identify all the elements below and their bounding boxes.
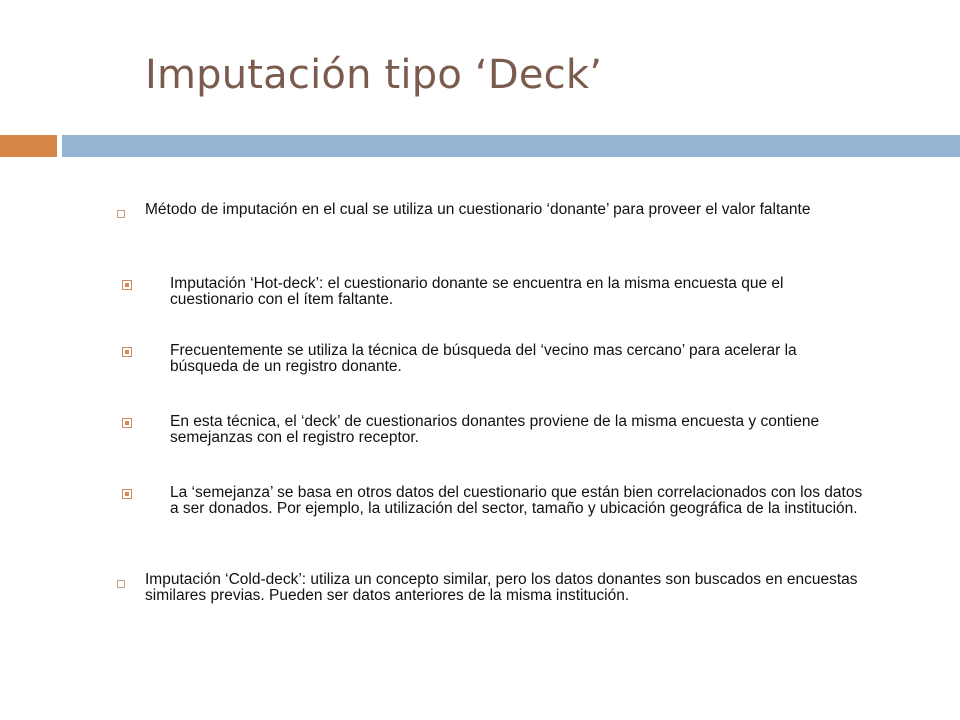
bullet-square-icon — [117, 580, 125, 588]
bullet-text: Método de imputación en el cual se utiliza un cuestionario ‘donante’ para proveer el valor faltante — [145, 201, 811, 218]
bullet-item — [145, 202, 865, 218]
bullet-filled-square-icon — [122, 280, 132, 290]
bullet-item — [170, 343, 860, 375]
bullet-text: Imputación ‘Hot-deck’: el cuestionario donante se encuentra en la misma encuesta que el cuestionario con el ítem faltante. — [170, 275, 784, 308]
slide-title: Imputación tipo ‘Deck’ — [145, 52, 603, 98]
bullet-text: Frecuentemente se utiliza la técnica de búsqueda del ‘vecino mas cercano’ para acelerar la búsqueda de un registro donante. — [170, 342, 797, 375]
bullet-item — [170, 414, 860, 446]
bullet-filled-square-icon — [122, 347, 132, 357]
bullet-text: En esta técnica, el ‘deck’ de cuestionarios donantes proviene de la misma encuesta y contiene semejanzas con el registro receptor. — [170, 413, 820, 446]
bullet-square-icon — [117, 210, 125, 218]
bullet-filled-square-icon — [122, 418, 132, 428]
bullet-item — [170, 485, 870, 517]
bullet-text: Imputación ‘Cold-deck’: utiliza un concepto similar, pero los datos donantes son buscados en encuestas similares previas. Pueden ser datos anteriores de la misma institución. — [145, 571, 858, 604]
accent-bar-blue — [62, 135, 960, 157]
accent-bar-orange — [0, 135, 57, 157]
bullet-filled-square-icon — [122, 489, 132, 499]
bullet-item — [170, 276, 860, 308]
bullet-text: La ‘semejanza’ se basa en otros datos del cuestionario que están bien correlacionados con los datos a ser donados. Por ejemplo, la utilización del sector, tamaño y ubicación geográfica de la institución. — [170, 484, 863, 517]
bullet-item — [145, 572, 865, 604]
